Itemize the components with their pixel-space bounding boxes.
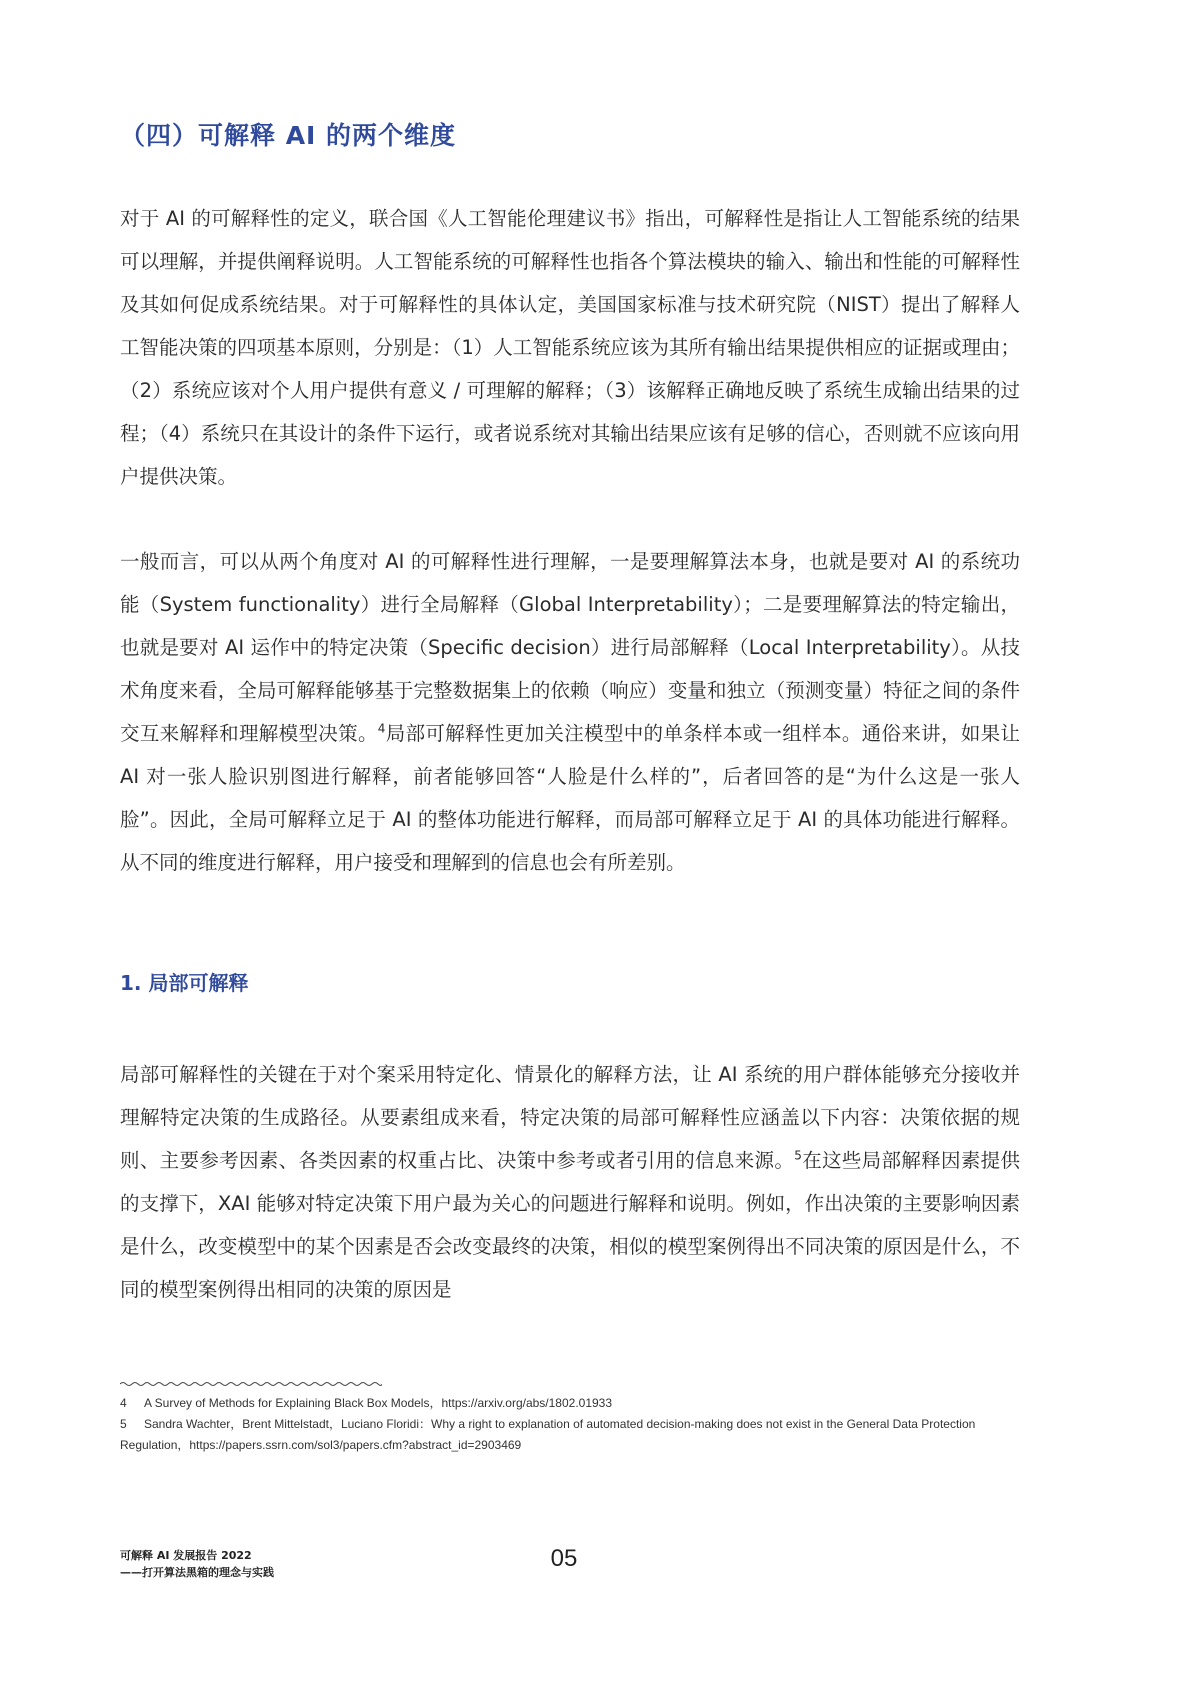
footnote-number: 5 bbox=[120, 1417, 127, 1431]
footnote-text[interactable]: Sandra Wachter，Brent Mittelstadt，Luciano Floridi：Why a right to explanation of automated decision-making does not exist in the General Data Protection Regulation，https://papers.ssrn.com/sol3/papers.cfm?abstract_id=2903469 bbox=[120, 1417, 976, 1452]
footnote-ref-4[interactable]: 4 bbox=[377, 721, 386, 736]
paragraph-text: 一般而言，可以从两个角度对 AI 的可解释性进行理解，一是要理解算法本身，也就是要对 AI 的系统功能（System functionality）进行全局解释（Global Interpretability）；二是要理解算法的特定输出，也就是要对 AI 运作中的特定决策（Specific decision）进行局部解释（Local Interpretability）。从技术角度来看，全局可解释能够基于完整数据集上的依赖（响应）变量和独立（预测变量）特征之间的条件交互来解释和理解模型决策。 bbox=[120, 550, 1020, 745]
section-title: （四）可解释 AI 的两个维度 bbox=[120, 121, 457, 150]
footer-report-info bbox=[120, 1547, 274, 1581]
footnote-4 bbox=[120, 1393, 1020, 1414]
paragraph-definition: 对于 AI 的可解释性的定义，联合国《人工智能伦理建议书》指出，可解释性是指让人工智能系统的结果可以理解，并提供阐释说明。人工智能系统的可解释性也指各个算法模块的输入、输出和性能的可解释性及其如何促成系统结果。对于可解释性的具体认定，美国国家标准与技术研究院（NIST）提出了解释人工智能决策的四项基本原则，分别是：（1）人工智能系统应该为其所有输出结果提供相应的证据或理由；（2）系统应该对个人用户提供有意义 / 可理解的解释；（3）该解释正确地反映了系统生成输出结果的过程；（4）系统只在其设计的条件下运行，或者说系统对其输出结果应该有足够的信心，否则就不应该向用户提供决策。 bbox=[120, 207, 1020, 488]
report-subtitle: ——打开算法黑箱的理念与实践 bbox=[120, 1566, 274, 1579]
footnote-text[interactable]: A Survey of Methods for Explaining Black Box Models，https://arxiv.org/abs/1802.01933 bbox=[144, 1396, 613, 1410]
subsection-title: 1. 局部可解释 bbox=[120, 971, 249, 995]
paragraph-two-perspectives bbox=[120, 540, 1020, 884]
paragraph-text: 局部可解释性更加关注模型中的单条样本或一组样本。通俗来讲，如果让 AI 对一张人脸识别图进行解释，前者能够回答“人脸是什么样的”，后者回答的是“为什么这是一张人脸”。因此，全局可解释立足于 AI 的整体功能进行解释，而局部可解释立足于 AI 的具体功能进行解释。从不同的维度进行解释，用户接受和理解到的信息也会有所差别。 bbox=[120, 722, 1020, 874]
page-number: 05 bbox=[550, 1545, 578, 1572]
footnotes bbox=[120, 1393, 1020, 1456]
paragraph-text: 在这些局部解释因素提供的支撑下，XAI 能够对特定决策下用户最为关心的问题进行解释和说明。例如，作出决策的主要影响因素是什么，改变模型中的某个因素是否会改变最终的决策，相似的模型案例得出不同决策的原因是什么，不同的模型案例得出相同的决策的原因是 bbox=[120, 1149, 1020, 1301]
report-title: 可解释 AI 发展报告 2022 bbox=[120, 1549, 252, 1562]
footnote-divider bbox=[120, 1380, 382, 1388]
paragraph-local-interpretability bbox=[120, 1053, 1020, 1311]
paragraph-text: 局部可解释性的关键在于对个案采用特定化、情景化的解释方法，让 AI 系统的用户群体能够充分接收并理解特定决策的生成路径。从要素组成来看，特定决策的局部可解释性应涵盖以下内容：决策依据的规则、主要参考因素、各类因素的权重占比、决策中参考或者引用的信息来源。 bbox=[120, 1063, 1020, 1172]
footnote-ref-5[interactable]: 5 bbox=[794, 1148, 802, 1163]
footnote-5 bbox=[120, 1414, 1020, 1456]
footnote-number: 4 bbox=[120, 1396, 127, 1410]
